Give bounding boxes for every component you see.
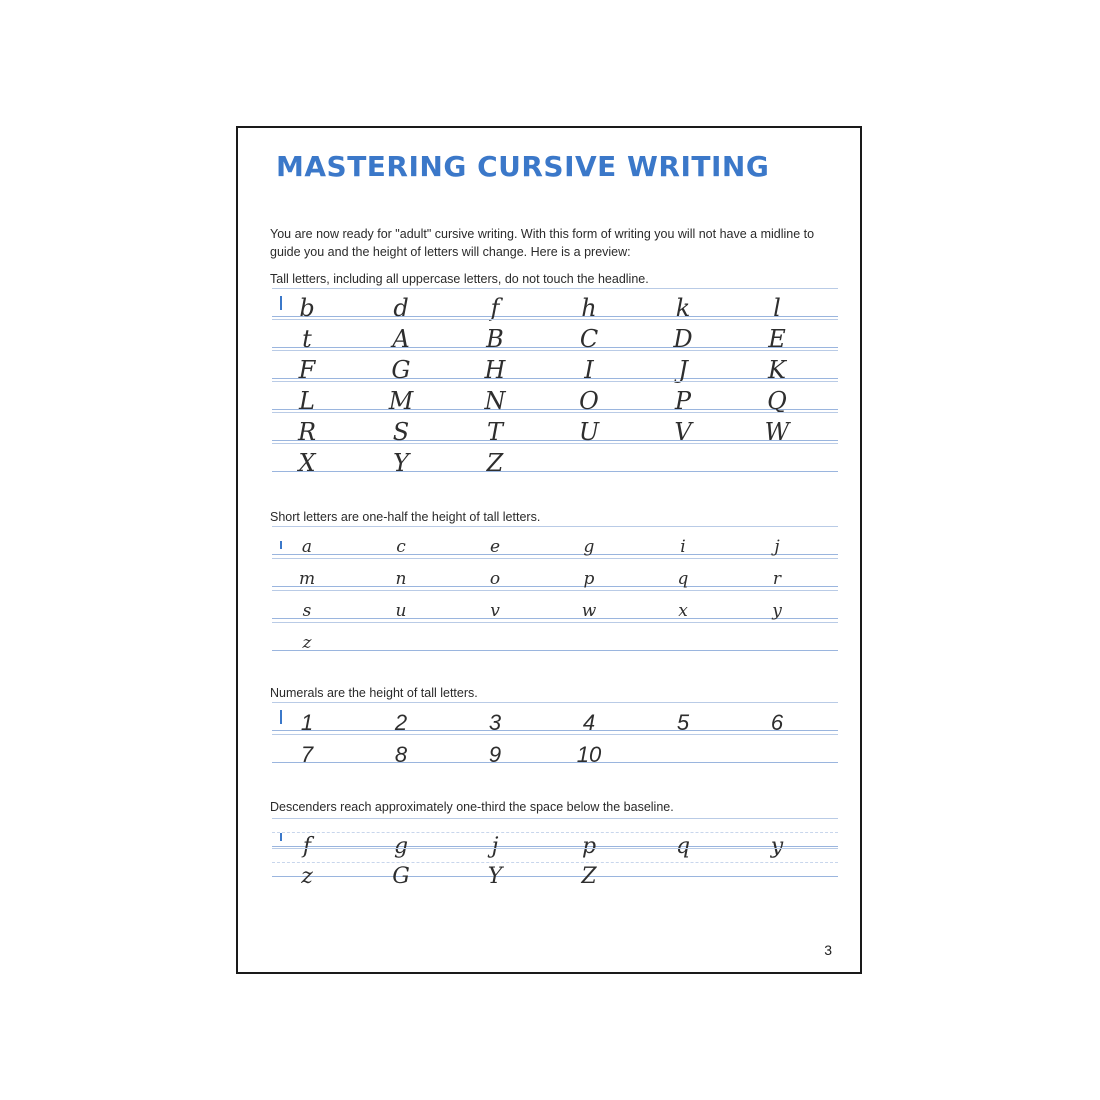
practice-glyph: 8 xyxy=(394,742,408,767)
practice-glyph: j xyxy=(774,537,780,557)
practice-glyph: o xyxy=(489,569,501,589)
practice-glyph: Y xyxy=(393,449,409,477)
practice-glyph: d xyxy=(393,294,409,322)
practice-glyph: z xyxy=(301,864,313,889)
numerals-label: Numerals are the height of tall letters. xyxy=(270,686,478,700)
practice-glyph: n xyxy=(395,569,407,589)
practice-glyph: 1 xyxy=(300,710,314,735)
headline-rule xyxy=(272,848,838,849)
practice-glyph: p xyxy=(581,834,597,859)
practice-glyph: W xyxy=(764,418,790,446)
practice-glyph: m xyxy=(298,569,316,589)
midline-rule xyxy=(272,862,838,863)
practice-glyph: x xyxy=(678,601,688,621)
practice-glyph: I xyxy=(584,356,594,384)
practice-glyph: u xyxy=(395,601,407,621)
practice-glyph: i xyxy=(680,537,686,557)
headline-rule xyxy=(272,526,838,527)
practice-glyph: f xyxy=(490,294,500,322)
practice-glyph: p xyxy=(583,569,595,589)
practice-glyph: N xyxy=(484,387,506,415)
practice-row xyxy=(272,848,838,889)
practice-glyph: 7 xyxy=(300,742,314,767)
headline-rule xyxy=(272,734,838,735)
headline-rule xyxy=(272,350,838,351)
headline-rule xyxy=(272,412,838,413)
headline-rule xyxy=(272,622,838,623)
baseline-rule xyxy=(272,876,838,877)
practice-glyph: y xyxy=(770,834,784,859)
practice-glyph: c xyxy=(396,537,406,557)
headline-rule xyxy=(272,288,838,289)
baseline-rule xyxy=(272,762,838,763)
practice-row xyxy=(272,702,838,735)
headline-rule xyxy=(272,558,838,559)
practice-glyph: A xyxy=(392,325,410,353)
practice-glyph: j xyxy=(491,834,499,859)
practice-glyph: Q xyxy=(767,387,787,415)
practice-glyph: v xyxy=(490,601,500,621)
practice-glyph: 6 xyxy=(770,710,784,735)
descenders-label: Descenders reach approximately one-third the space below the baseline. xyxy=(270,800,674,814)
practice-glyph: C xyxy=(579,325,599,353)
midline-rule xyxy=(272,832,838,833)
practice-glyph: J xyxy=(678,356,688,384)
practice-glyph: q xyxy=(677,569,689,589)
headline-rule xyxy=(272,818,838,819)
practice-glyph: L xyxy=(299,387,315,415)
practice-row xyxy=(272,818,838,859)
practice-glyph: P xyxy=(674,387,692,415)
practice-glyph: y xyxy=(772,601,782,621)
practice-glyph: G xyxy=(391,356,411,384)
practice-row xyxy=(272,412,838,446)
headline-rule xyxy=(272,381,838,382)
practice-glyph: 4 xyxy=(582,710,596,735)
practice-glyph: k xyxy=(675,294,691,322)
practice-glyph: Z xyxy=(581,864,597,889)
practice-row xyxy=(272,381,838,415)
page-number: 3 xyxy=(824,942,832,958)
tall-letters-label: Tall letters, including all uppercase letters, do not touch the headline. xyxy=(270,272,649,286)
practice-glyph: h xyxy=(581,294,597,322)
page-title: MASTERING CURSIVE WRITING xyxy=(276,150,770,183)
headline-rule xyxy=(272,319,838,320)
practice-glyph: B xyxy=(486,325,504,353)
practice-row xyxy=(272,526,838,556)
practice-glyph: K xyxy=(768,356,786,384)
practice-glyph: M xyxy=(388,387,414,415)
practice-glyph: f xyxy=(302,834,312,859)
practice-glyph: s xyxy=(302,601,312,621)
practice-row xyxy=(272,590,838,620)
practice-row xyxy=(272,558,838,588)
practice-row xyxy=(272,350,838,384)
practice-glyph: 5 xyxy=(676,710,690,735)
practice-glyph: 10 xyxy=(576,742,602,767)
headline-rule xyxy=(272,443,838,444)
practice-glyph: D xyxy=(673,325,693,353)
practice-glyph: 3 xyxy=(488,710,502,735)
workbook-page xyxy=(236,126,862,974)
practice-glyph: O xyxy=(579,387,599,415)
practice-glyph: q xyxy=(675,834,691,859)
practice-glyph: R xyxy=(297,418,317,446)
practice-glyph: F xyxy=(298,356,316,384)
practice-glyph: a xyxy=(301,537,313,557)
practice-glyph: l xyxy=(773,294,781,322)
practice-row xyxy=(272,734,838,767)
practice-glyph: g xyxy=(393,834,409,859)
practice-glyph: b xyxy=(299,294,315,322)
practice-glyph: G xyxy=(392,864,410,889)
practice-glyph: Y xyxy=(487,864,503,889)
practice-glyph: 2 xyxy=(394,710,408,735)
practice-glyph: r xyxy=(772,569,782,589)
practice-glyph: g xyxy=(583,537,595,557)
practice-row xyxy=(272,319,838,353)
practice-glyph: z xyxy=(302,633,312,653)
practice-row xyxy=(272,288,838,322)
practice-glyph: T xyxy=(486,418,503,446)
baseline-rule xyxy=(272,650,838,651)
practice-glyph: S xyxy=(392,418,410,446)
intro-paragraph: You are now ready for "adult" cursive writing. With this form of writing you will not have a midline to guide you and the height of letters will change. Here is a preview: xyxy=(270,227,815,259)
practice-glyph: X xyxy=(298,449,316,477)
baseline-rule xyxy=(272,471,838,472)
practice-glyph: t xyxy=(302,325,312,353)
practice-glyph: U xyxy=(578,418,600,446)
practice-glyph: H xyxy=(484,356,506,384)
practice-glyph: V xyxy=(674,418,692,446)
practice-glyph: e xyxy=(489,537,501,557)
practice-row xyxy=(272,622,838,652)
headline-rule xyxy=(272,590,838,591)
practice-glyph: E xyxy=(768,325,786,353)
practice-glyph: Z xyxy=(486,449,504,477)
short-letters-label: Short letters are one-half the height of tall letters. xyxy=(270,510,541,524)
practice-glyph: w xyxy=(581,601,597,621)
headline-rule xyxy=(272,702,838,703)
practice-row xyxy=(272,443,838,477)
practice-glyph: 9 xyxy=(488,742,502,767)
